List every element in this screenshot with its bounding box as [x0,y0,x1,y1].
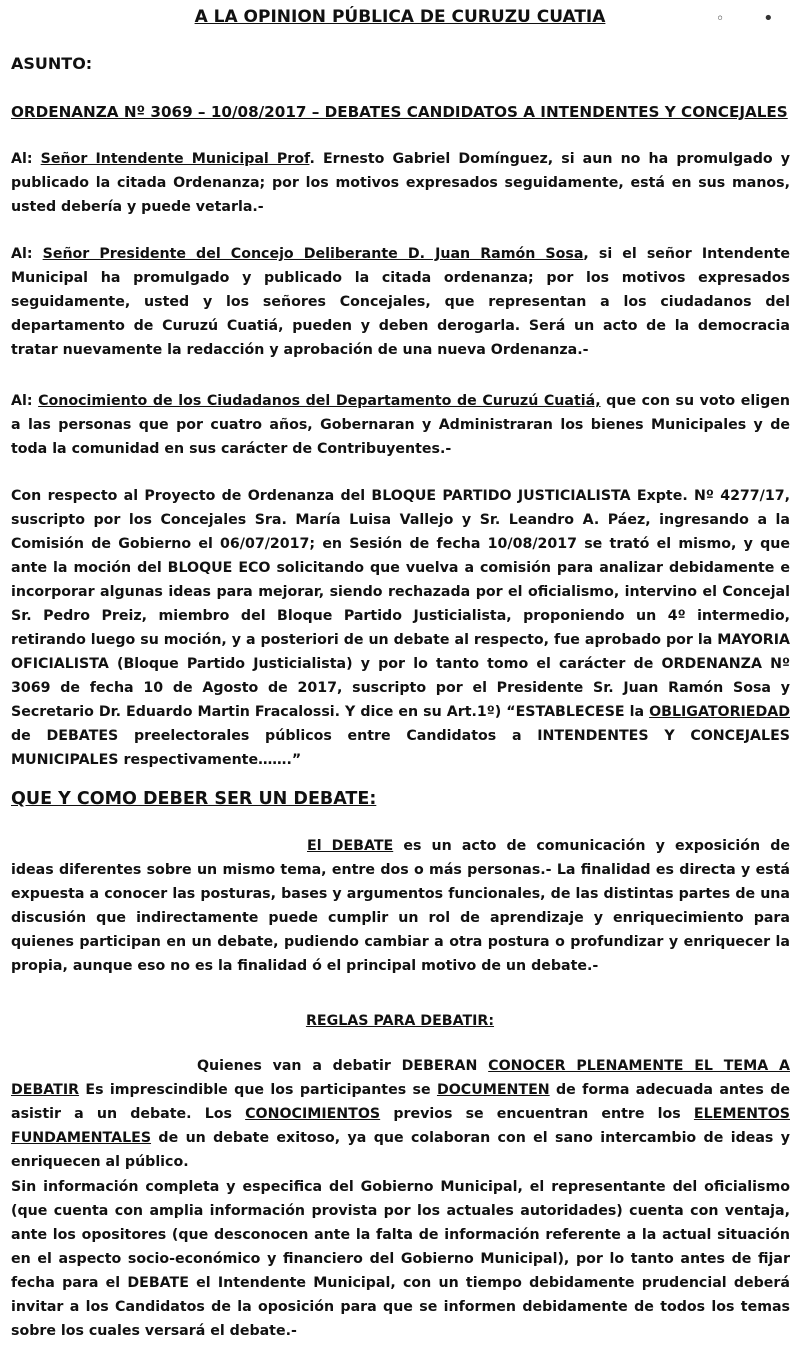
paragraph-informacion [11,1175,790,1343]
paragraph-presidente [11,242,790,362]
al-label: Al: [11,246,43,262]
addressee-presidente: Señor Presidente del Concejo Deliberante D. Juan Ramón Sosa [42,246,584,262]
rules-underline-1: CONOCER PLENAMENTE EL TEMA A DEBATIR [11,1058,790,1098]
scan-dot: • [763,8,774,29]
rules-text-1: Quienes van a debatir DEBERAN [197,1058,489,1074]
rules-text-2: Es imprescindible que los participantes se [79,1082,437,1098]
paragraph-debate-definition [11,834,790,978]
rules-text-4: previos se encuentran entre los [380,1106,694,1122]
document-title: A LA OPINION PÚBLICA DE CURUZU CUATIA [194,7,606,27]
paragraph-presidente-body: , si el señor Intendente Municipal ha promulgado y publicado la citada ordenanza; por los motivos expresados seguidamente, usted y los señores Concejales, que representan a los ciudadanos del departamento de Curuzú Cuatiá, pueden y deben derogarla. Será un acto de la democracia tratar nuevamente la redacción y aprobación de una nueva Ordenanza.- [11,246,790,358]
scan-speck: ◦ [716,11,725,27]
proyecto-text-2: de DEBATES preelectorales públicos entre Candidatos a INTENDENTES Y CONCEJALES MUNICIPALES respectivamente…….” [11,728,790,768]
proyecto-text-1: Con respecto al Proyecto de Ordenanza del BLOQUE PARTIDO JUSTICIALISTA Expte. Nº 4277/17, suscripto por los Concejales Sra. María Luisa Vallejo y Sr. Leandro A. Páez, ingresando a la Comisión de Gobierno el 06/07/2017; en Sesión de fecha 10/08/2017 se trató el mismo, y que ante la moción del BLOQUE ECO solicitando que vuelva a comisión para analizar debidamente e incorporar algunas ideas para mejorar, siendo rechazada por el oficialismo, intervino el Concejal Sr. Pedro Preiz, miembro del Bloque Partido Justicialista, proponiendo un 4º intermedio, retirando luego su moción, y a posteriori de un debate al respecto, fue aprobado por la MAYORIA OFICIALISTA (Bloque Partido Justicialista) y por lo tanto tomo el carácter de ORDENANZA Nº 3069 de fecha 10 de Agosto de 2017, suscripto por el Presidente Sr. Juan Ramón Sosa y Secretario Dr. Eduardo Martin Fracalossi. Y dice en su Art.1º) “ESTABLECESE la [11,488,790,720]
paragraph-rules [11,1054,790,1174]
paragraph-ciudadanos-body: que con su voto eligen a las personas que por cuatro años, Gobernaran y Administraran los bienes Municipales y de toda la comunidad en sus carácter de Contribuyentes.- [11,393,790,457]
ordinance-heading: ORDENANZA Nº 3069 – 10/08/2017 – DEBATES CANDIDATOS A INTENDENTES Y CONCEJALES [11,103,788,121]
rules-text-5: de un debate exitoso, ya que colaboran con el sano intercambio de ideas y enriquecen al público. [11,1130,790,1170]
rules-underline-2: DOCUMENTEN [436,1082,550,1098]
rules-text-3: de forma adecuada antes de asistir a un debate. Los [11,1082,790,1122]
paragraph-intendente-body: , si aun no ha promulgado y publicado la citada Ordenanza; por los motivos expresados seguidamente, está en sus manos, usted debería y puede vetarla.- [11,151,790,215]
debate-definition-body: es un acto de comunicación y exposición de ideas diferentes sobre un mismo tema, entre dos o más personas.- La finalidad es directa y está expuesta a conocer las posturas, bases y argumentos funcionales, de las distintas partes de una discusión que indirectamente puede cumplir un rol de aprendizaje y enriquecimiento para quienes participan en un debate, pudiendo cambiar a otra postura o profundizar y enriquecer la propia, aunque eso no es la finalidad ó el principal motivo de un debate.- [11,838,791,974]
addressee-ciudadanos: Conocimiento de los Ciudadanos del Departamento de Curuzú Cuatiá, [38,393,601,409]
rules-heading: REGLAS PARA DEBATIR: [305,1013,495,1029]
paragraph-proyecto [11,484,790,772]
addressee-intendente-name: . Ernesto Gabriel Domínguez [309,151,548,167]
paragraph-intendente [11,147,790,219]
obligatoriedad-term: OBLIGATORIEDAD [649,704,790,720]
addressee-intendente: Señor Intendente Municipal Prof [40,151,310,167]
subject-label: ASUNTO: [11,54,93,73]
al-label: Al: [11,393,39,409]
informacion-body: Sin información completa y especifica del Gobierno Municipal, el representante del oficialismo (que cuenta con amplia información provista por los actuales autoridades) cuenta con ventaja, ante los opositores (que desconocen ante la falta de información referente a la actual situación en el aspecto socio-económico y financiero del Gobierno Municipal), por lo tanto antes de fijar fecha para el DEBATE el Intendente Municipal, con un tiempo debidamente prudencial deberá invitar a los Candidatos de la oposición para que se informen debidamente de todos los temas sobre los cuales versará el debate.- [11,1179,790,1339]
paragraph-ciudadanos [11,389,790,461]
debate-term: El DEBATE [307,838,394,854]
rules-underline-3: CONOCIMIENTOS [245,1106,381,1122]
rules-underline-4: ELEMENTOS FUNDAMENTALES [11,1106,790,1146]
section-heading-debate: QUE Y COMO DEBER SER UN DEBATE: [11,789,377,809]
al-label: Al: [11,151,41,167]
